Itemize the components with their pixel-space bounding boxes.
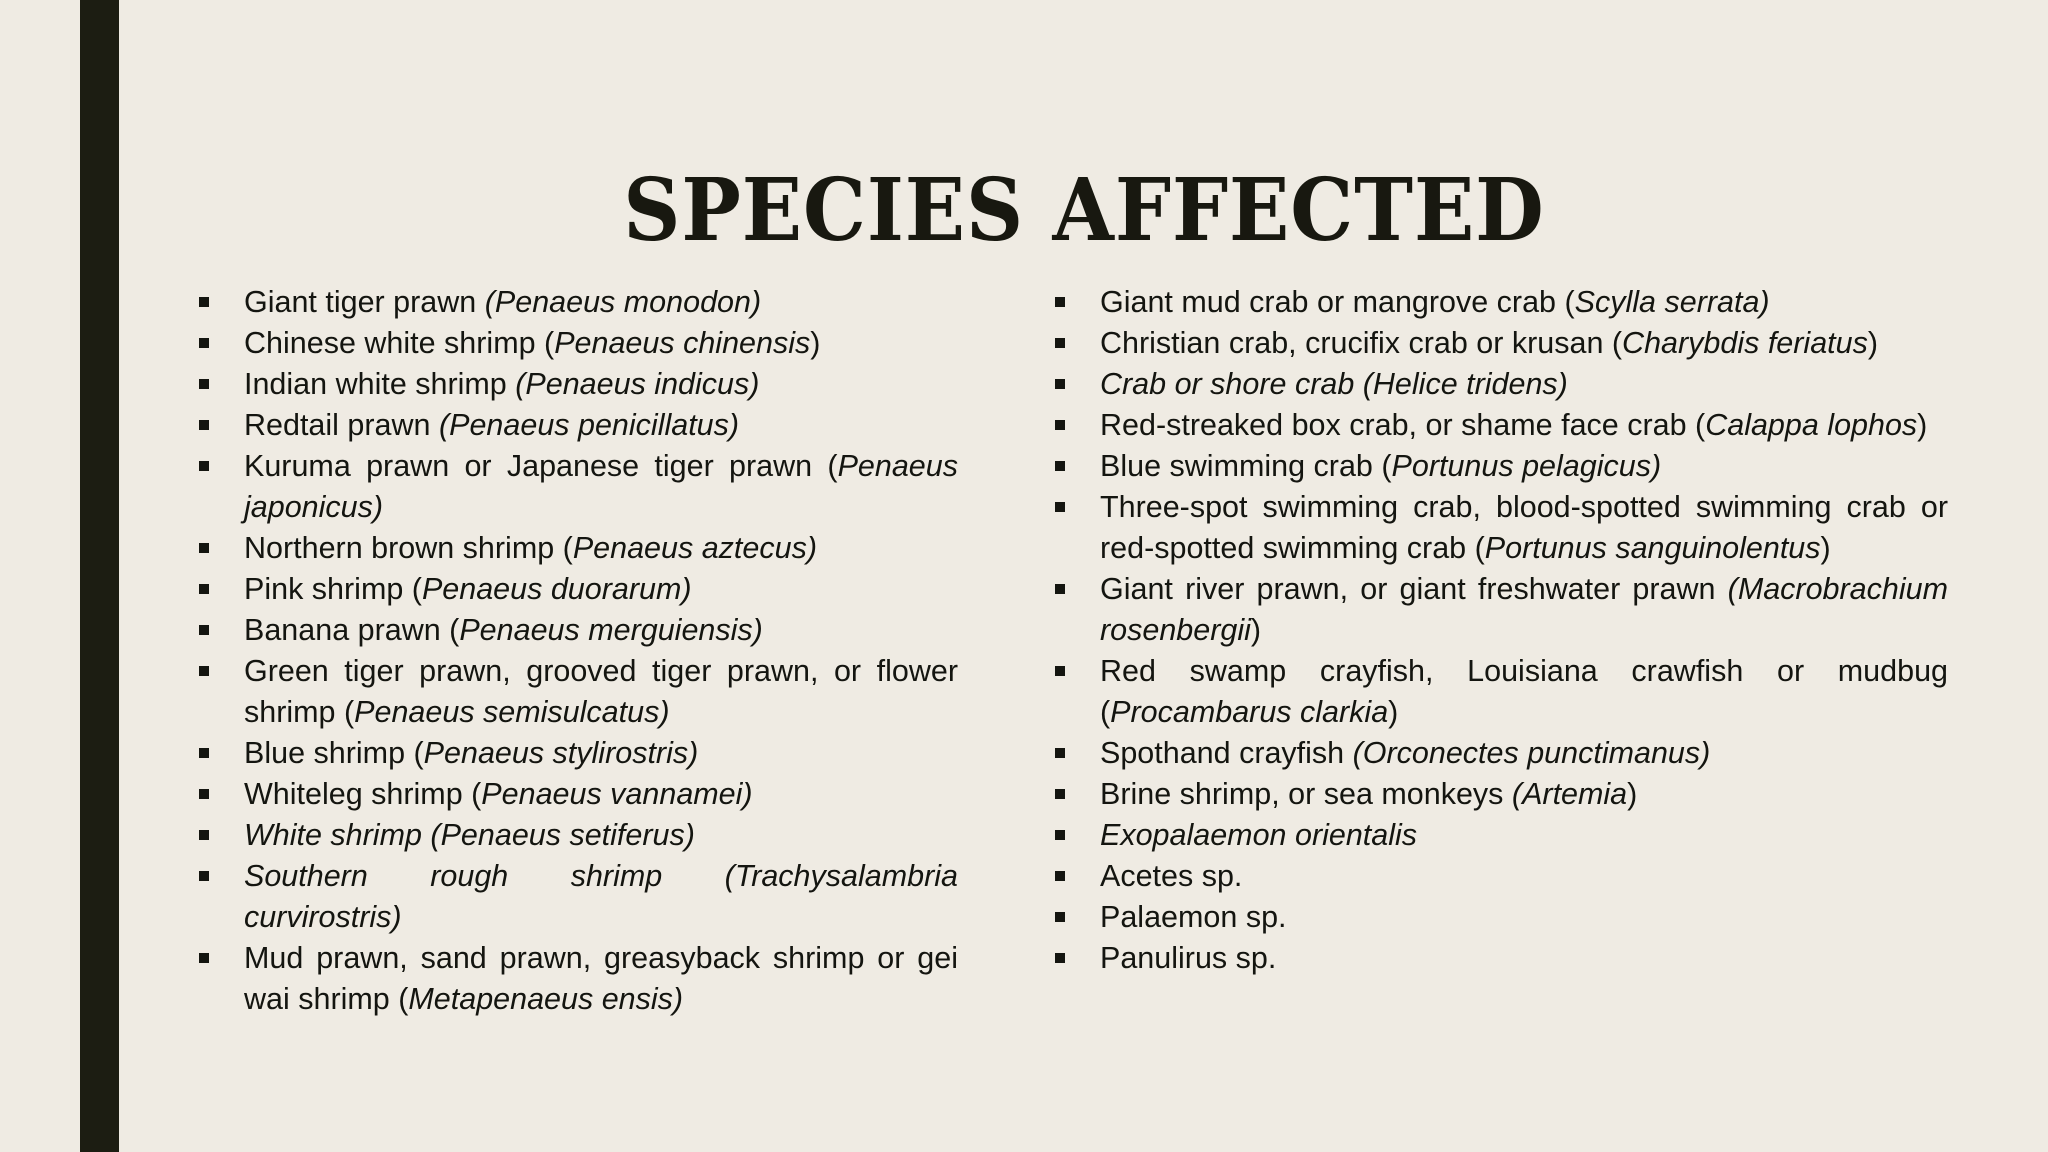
species-text: [1100, 285, 1770, 319]
text-segment: Red-streaked box crab, or shame face crab (: [1100, 408, 1706, 442]
list-item: [196, 733, 958, 774]
text-segment: Banana prawn (: [244, 613, 460, 647]
italic-segment: (Penaeus indicus): [515, 367, 760, 401]
species-text: [1100, 900, 1287, 934]
text-segment: Spothand crayfish: [1100, 736, 1353, 770]
text-segment: Blue swimming crab (: [1100, 449, 1392, 483]
square-bullet-icon: [1055, 297, 1065, 307]
species-text: [1100, 326, 1878, 360]
list-item: [196, 938, 958, 1020]
square-bullet-icon: [1055, 420, 1065, 430]
square-bullet-icon: [199, 871, 209, 881]
species-text: [1100, 449, 1661, 483]
list-item: [1052, 774, 1948, 815]
square-bullet-icon: [199, 789, 209, 799]
list-item: [1052, 405, 1948, 446]
text-segment: Green tiger prawn, grooved tiger prawn, or flower shrimp (: [244, 654, 958, 729]
list-item: [1052, 938, 1948, 979]
text-segment: ): [1820, 531, 1831, 565]
list-item: [196, 282, 958, 323]
italic-segment: (Penaeus penicillatus): [438, 408, 740, 442]
species-text: [244, 285, 761, 319]
italic-segment: Exopalaemon orientalis: [1100, 818, 1418, 852]
list-item: [1052, 282, 1948, 323]
text-segment: Chinese white shrimp (: [244, 326, 555, 360]
list-item: [1052, 446, 1948, 487]
species-text: [244, 572, 692, 606]
square-bullet-icon: [1055, 871, 1065, 881]
text-segment: Giant mud crab or mangrove crab (: [1100, 285, 1575, 319]
species-text: [1100, 736, 1710, 770]
italic-segment: Penaeus merguiensis): [459, 613, 763, 647]
list-item: [1052, 569, 1948, 651]
list-item: [196, 528, 958, 569]
italic-segment: Calappa lophos: [1705, 408, 1918, 442]
list-item: [1052, 815, 1948, 856]
species-text: [244, 736, 698, 770]
text-segment: Panulirus sp.: [1100, 941, 1277, 975]
italic-segment: (Penaeus monodon): [484, 285, 762, 319]
species-text: [244, 859, 958, 934]
text-segment: Palaemon sp.: [1100, 900, 1287, 934]
text-segment: Blue shrimp (: [244, 736, 424, 770]
list-item: [196, 610, 958, 651]
text-segment: ): [1867, 326, 1879, 360]
species-text: [1100, 859, 1242, 893]
list-item: [196, 569, 958, 610]
square-bullet-icon: [199, 461, 209, 471]
italic-segment: Penaeus aztecus): [572, 531, 817, 565]
species-text: [244, 449, 958, 524]
square-bullet-icon: [199, 666, 209, 676]
list-item: [196, 323, 958, 364]
square-bullet-icon: [1055, 789, 1065, 799]
italic-segment: Penaeus japonicus): [244, 449, 958, 524]
square-bullet-icon: [1055, 912, 1065, 922]
species-text: [244, 408, 739, 442]
italic-segment: Portunus pelagicus): [1391, 449, 1662, 483]
species-text: [244, 613, 763, 647]
list-item: [196, 774, 958, 815]
list-item: [196, 815, 958, 856]
list-item: [1052, 651, 1948, 733]
text-segment: Redtail prawn: [244, 408, 439, 442]
square-bullet-icon: [199, 420, 209, 430]
accent-sidebar: [80, 0, 119, 1152]
square-bullet-icon: [199, 379, 209, 389]
italic-segment: (Macrobrachium rosenbergii: [1100, 572, 1948, 647]
text-segment: Pink shrimp (: [244, 572, 422, 606]
species-text: [1100, 777, 1637, 811]
square-bullet-icon: [199, 297, 209, 307]
list-item: [1052, 487, 1948, 569]
text-segment: ): [1250, 613, 1262, 647]
list-item: [1052, 364, 1948, 405]
text-segment: Three-spot swimming crab, blood-spotted swimming crab or red-spotted swimming crab (: [1100, 490, 1948, 565]
right-species-list: [1052, 282, 1948, 979]
species-text: [244, 818, 695, 852]
species-text: [244, 941, 958, 1016]
square-bullet-icon: [199, 338, 209, 348]
text-segment: Whiteleg shrimp (: [244, 777, 482, 811]
square-bullet-icon: [1055, 584, 1065, 594]
species-text: [1100, 408, 1927, 442]
list-item: [196, 364, 958, 405]
species-text: [244, 777, 753, 811]
square-bullet-icon: [1055, 953, 1065, 963]
square-bullet-icon: [199, 625, 209, 635]
text-segment: ): [810, 326, 821, 360]
text-segment: ): [1917, 408, 1928, 442]
italic-segment: Crab or shore crab (Helice tridens): [1100, 367, 1568, 401]
italic-segment: Scylla serrata): [1574, 285, 1770, 319]
italic-segment: Charybdis feriatus: [1622, 326, 1868, 360]
italic-segment: White shrimp (Penaeus setiferus): [244, 818, 695, 852]
square-bullet-icon: [199, 830, 209, 840]
text-segment: Indian white shrimp: [244, 367, 516, 401]
list-item: [1052, 733, 1948, 774]
square-bullet-icon: [1055, 666, 1065, 676]
italic-segment: Portunus sanguinolentus: [1484, 531, 1821, 565]
text-segment: ): [1627, 777, 1638, 811]
text-segment: Acetes sp.: [1100, 859, 1243, 893]
text-segment: Giant river prawn, or giant freshwater prawn: [1100, 572, 1728, 606]
square-bullet-icon: [199, 748, 209, 758]
list-item: [196, 446, 958, 528]
species-text: [1100, 367, 1568, 401]
italic-segment: Penaeus duorarum): [421, 572, 692, 606]
italic-segment: Penaeus chinensis: [554, 326, 811, 360]
text-segment: Christian crab, crucifix crab or krusan (: [1100, 326, 1623, 360]
text-segment: Brine shrimp, or sea monkeys: [1100, 777, 1512, 811]
text-segment: Mud prawn, sand prawn, greasyback shrimp or gei wai shrimp (: [244, 941, 958, 1016]
left-species-list: [196, 282, 958, 1020]
species-text: [1100, 654, 1948, 729]
italic-segment: Metapenaeus ensis): [408, 982, 684, 1016]
square-bullet-icon: [1055, 338, 1065, 348]
text-segment: Red swamp crayfish, Louisiana crawfish or mudbug (: [1100, 654, 1948, 729]
italic-segment: Penaeus semisulcatus): [354, 695, 670, 729]
list-item: [196, 856, 958, 938]
square-bullet-icon: [199, 543, 209, 553]
species-text: [1100, 818, 1417, 852]
italic-segment: Procambarus clarkia: [1110, 695, 1389, 729]
italic-segment: Penaeus vannamei): [481, 777, 753, 811]
text-segment: ): [1388, 695, 1399, 729]
italic-segment: Penaeus stylirostris): [423, 736, 699, 770]
square-bullet-icon: [1055, 748, 1065, 758]
text-segment: Kuruma prawn or Japanese tiger prawn (: [244, 449, 838, 483]
italic-segment: (Orconectes punctimanus): [1352, 736, 1711, 770]
species-text: [244, 654, 958, 729]
text-segment: Giant tiger prawn: [244, 285, 485, 319]
species-text: [1100, 572, 1948, 647]
square-bullet-icon: [1055, 830, 1065, 840]
italic-segment: Southern rough shrimp (Trachysalambria curvirostris): [244, 859, 958, 934]
list-item: [196, 405, 958, 446]
species-text: [1100, 490, 1948, 565]
text-segment: Northern brown shrimp (: [244, 531, 573, 565]
species-text: [244, 531, 817, 565]
list-item: [1052, 856, 1948, 897]
species-text: [244, 326, 820, 360]
species-text: [244, 367, 759, 401]
square-bullet-icon: [199, 584, 209, 594]
list-item: [1052, 897, 1948, 938]
square-bullet-icon: [1055, 502, 1065, 512]
square-bullet-icon: [1055, 379, 1065, 389]
square-bullet-icon: [199, 953, 209, 963]
list-item: [196, 651, 958, 733]
list-item: [1052, 323, 1948, 364]
square-bullet-icon: [1055, 461, 1065, 471]
species-text: [1100, 941, 1276, 975]
slide-title: SPECIES AFFECTED: [623, 159, 1545, 261]
italic-segment: (Artemia: [1511, 777, 1628, 811]
